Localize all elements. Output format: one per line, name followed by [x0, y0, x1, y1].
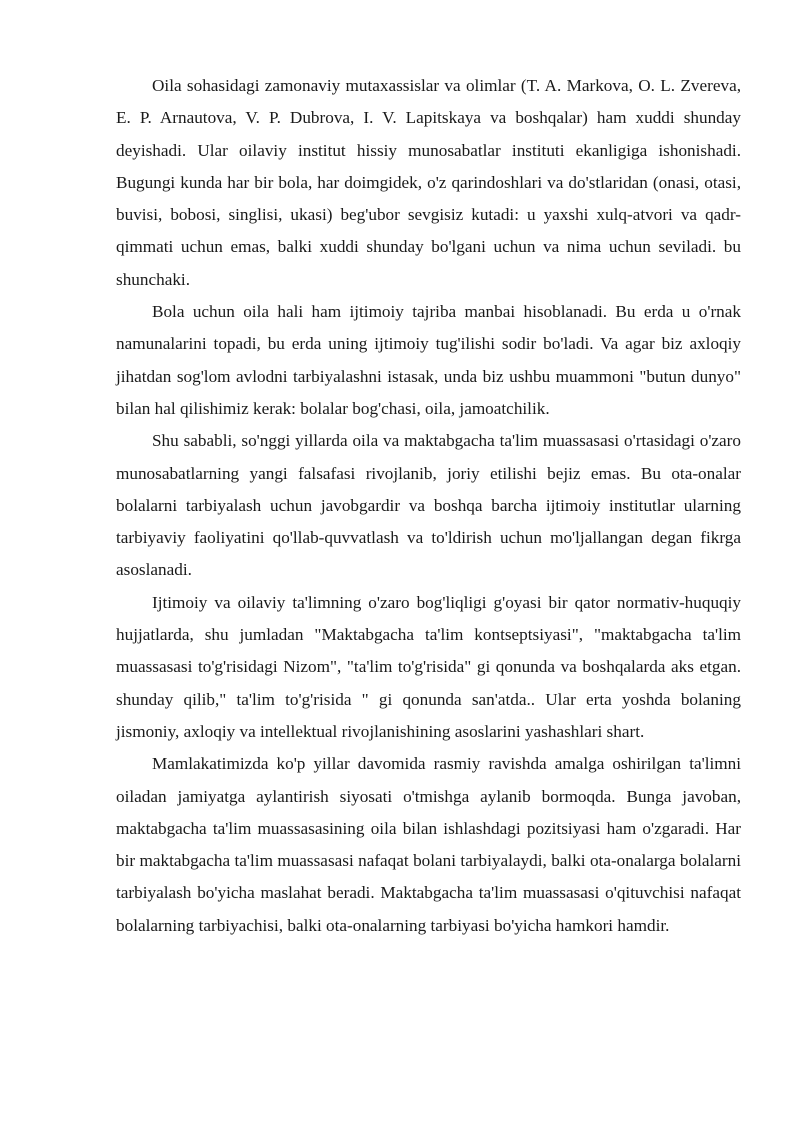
paragraph-2: Bola uchun oila hali ham ijtimoiy tajriba manbai hisoblanadi. Bu erda u o'rnak namunalarini topadi, bu erda uning ijtimoiy tug'ilishi sodir bo'ladi. Va agar biz axloqiy jihatdan sog'lom avlodni tarbiyalashni istasak, unda biz ushbu muammoni "butun dunyo" bilan hal qilishimiz kerak: bolalar bog'chasi, oila, jamoatchilik.: [116, 302, 741, 418]
paragraph-1: Oila sohasidagi zamonaviy mutaxassislar va olimlar (T. A. Markova, O. L. Zvereva, E. P. Arnautova, V. P. Dubrova, I. V. Lapitskaya va boshqalar) ham xuddi shunday deyishadi. Ular oilaviy institut hissiy munosabatlar instituti ekanligiga ishonishadi. Bugungi kunda har bir bola, har doimgidek, o'z qarindoshlari va do'stlaridan (onasi, otasi, buvisi, bobosi, singlisi, ukasi) beg'ubor sevgisiz kutadi: u yaxshi xulq-atvori va qadr-qimmati uchun emas, balki xuddi shunday bo'lgani uchun va nima uchun seviladi. bu shunchaki.: [116, 76, 741, 289]
paragraph-4: Ijtimoiy va oilaviy ta'limning o'zaro bog'liqligi g'oyasi bir qator normativ-huquqiy hujjatlarda, shu jumladan "Maktabgacha ta'lim kontseptsiyasi", "maktabgacha ta'lim muassasasi to'g'risidagi Nizom", "ta'lim to'g'risida" gi qonunda va boshqalarda aks etgan. shunday qilib," ta'lim to'g'risida " gi qonunda san'atda.. Ular erta yoshda bolaning jismoniy, axloqiy va intellektual rivojlanishining asoslarini yashashlari shart.: [116, 592, 741, 741]
document-page: [116, 70, 741, 942]
paragraph-3: Shu sababli, so'nggi yillarda oila va maktabgacha ta'lim muassasasi o'rtasidagi o'zaro munosabatlarning yangi falsafasi rivojlanib, joriy etilishi bejiz emas. Bu ota-onalar bolalarni tarbiyalash uchun javobgardir va boshqa barcha ijtimoiy institutlar ularning tarbiyaviy faoliyatini qo'llab-quvvatlash va to'ldirish uchun mo'ljallangan degan fikrga asoslanadi.: [116, 431, 741, 580]
paragraph-5: Mamlakatimizda ko'p yillar davomida rasmiy ravishda amalga oshirilgan ta'limni oiladan jamiyatga aylantirish siyosati o'tmishga aylanib bormoqda. Bunga javoban, maktabgacha ta'lim muassasasining oila bilan ishlashdagi pozitsiyasi ham o'zgaradi. Har bir maktabgacha ta'lim muassasasi nafaqat bolani tarbiyalaydi, balki ota-onalarga bolalarni tarbiyalash bo'yicha maslahat beradi. Maktabgacha ta'lim muassasasi o'qituvchisi nafaqat bolalarning tarbiyachisi, balki ota-onalarning tarbiyasi bo'yicha hamkori hamdir.: [116, 754, 741, 935]
